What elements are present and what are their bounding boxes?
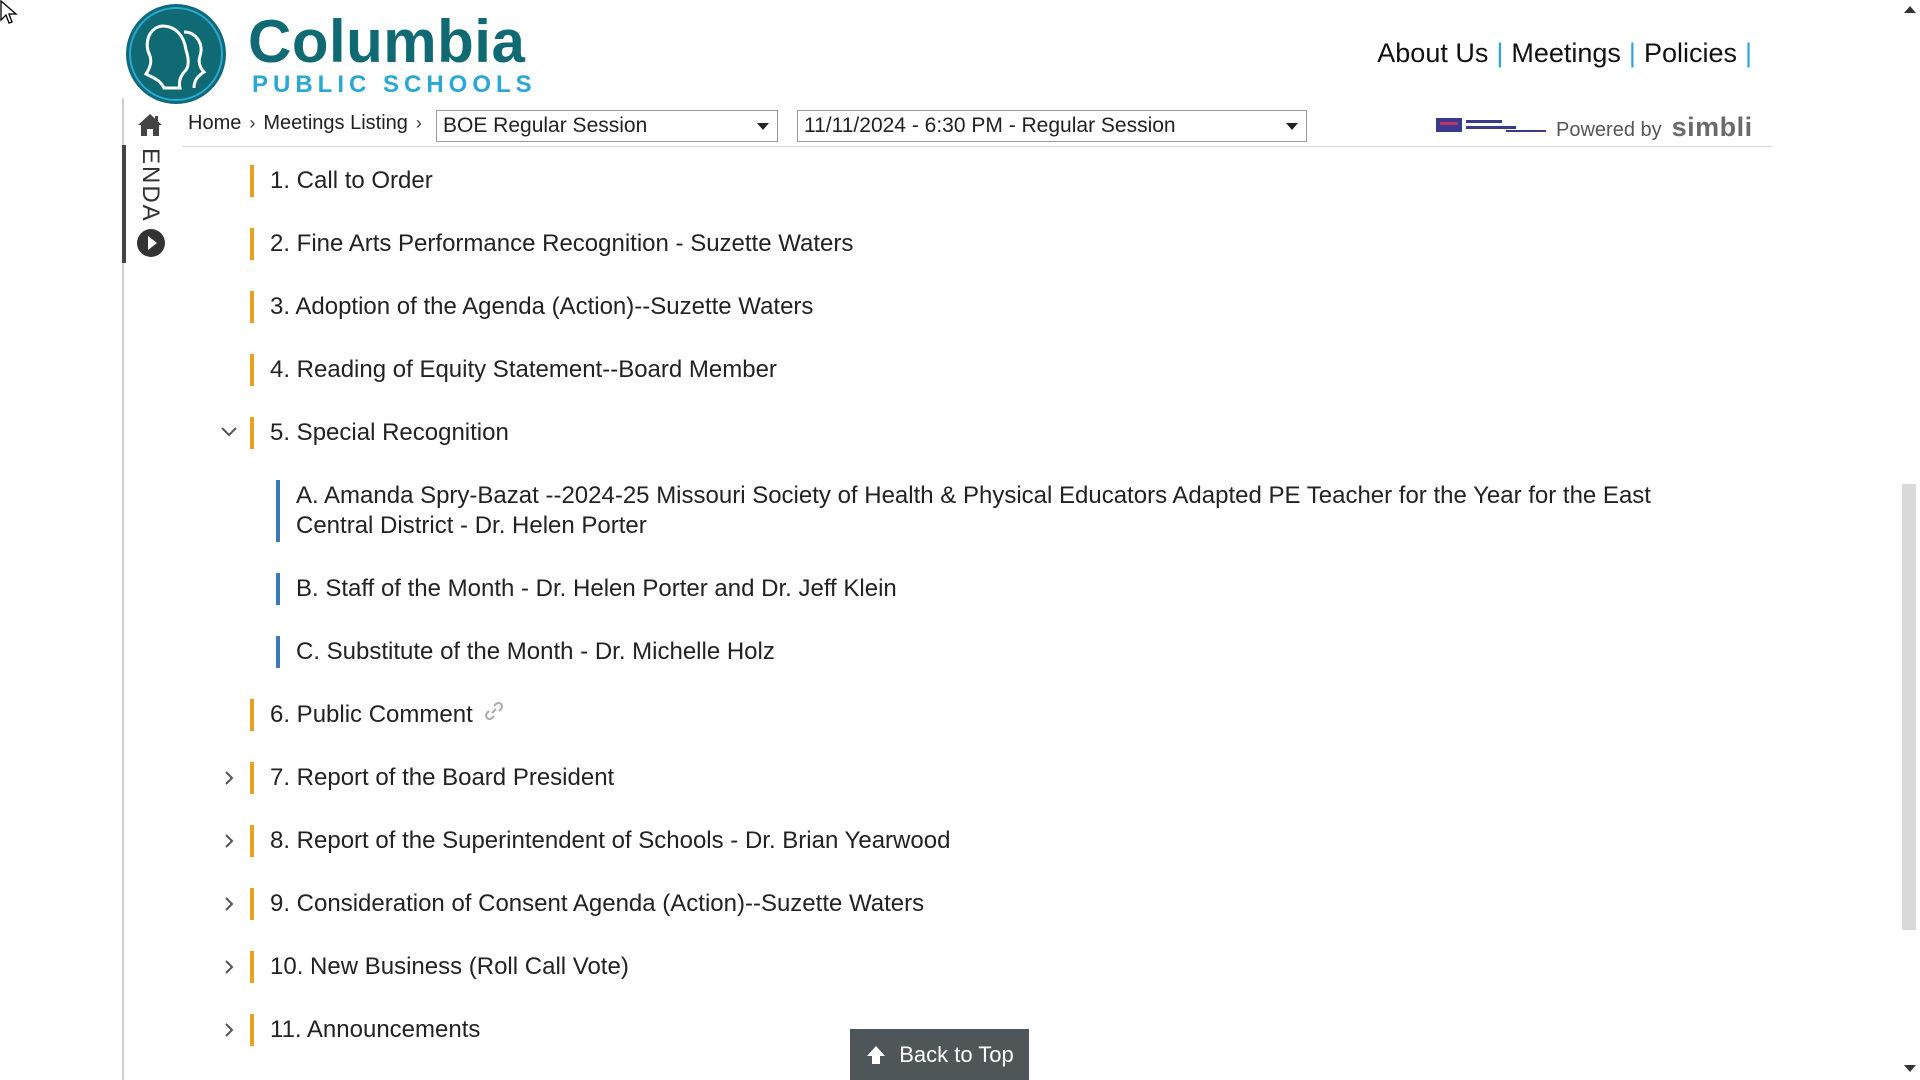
agenda-item[interactable] <box>250 355 777 386</box>
agenda-item-label: 1. Call to Order <box>270 167 433 194</box>
back-to-top-label: Back to Top <box>899 1041 1014 1067</box>
meeting-date-value: 11/11/2024 - 6:30 PM - Regular Session <box>804 114 1176 137</box>
agenda-item-label: 10. New Business (Roll Call Vote) <box>270 953 629 980</box>
agenda-item-label: 6. Public Comment <box>270 701 473 728</box>
chevron-right-icon[interactable] <box>220 895 238 913</box>
chevron-right-icon: › <box>249 113 256 133</box>
header-divider <box>182 146 1772 147</box>
powered-by-label: Powered by <box>1556 119 1662 141</box>
nav-about-us[interactable]: About Us <box>1377 38 1489 68</box>
chevron-right-icon[interactable] <box>220 1021 238 1039</box>
breadcrumb <box>188 112 430 135</box>
nav-separator: | <box>1628 38 1636 68</box>
agenda-item-marker <box>250 291 254 323</box>
msba-logo-icon <box>1436 116 1548 136</box>
agenda-item-marker <box>250 825 254 857</box>
agenda-item-marker <box>250 417 254 449</box>
top-navigation <box>1377 38 1760 69</box>
agenda-item[interactable] <box>250 952 629 983</box>
agenda-item-label: 2. Fine Arts Performance Recognition - Suzette Waters <box>270 230 854 257</box>
agenda-item[interactable] <box>250 229 853 260</box>
agenda-subitem-label: A. Amanda Spry-Bazat --2024-25 Missouri Society of Health & Physical Educators Adapted PE Teacher for the Year for the East Central District - Dr. Helen Porter <box>296 482 1651 539</box>
agenda-item-marker <box>250 354 254 386</box>
back-to-top-button[interactable] <box>850 1029 1029 1080</box>
agenda-item-marker <box>250 699 254 731</box>
agenda-subitem-label: B. Staff of the Month - Dr. Helen Porter and Dr. Jeff Klein <box>296 575 897 602</box>
agenda-item-marker <box>250 888 254 920</box>
simbli-logo: simbli <box>1671 112 1753 142</box>
scroll-up-arrow-icon[interactable] <box>1904 6 1916 13</box>
nav-separator: | <box>1496 38 1504 68</box>
nav-meetings[interactable]: Meetings <box>1511 38 1621 68</box>
chevron-right-icon[interactable] <box>220 958 238 976</box>
agenda-item[interactable] <box>250 700 505 731</box>
dropdown-caret-icon <box>1286 123 1298 130</box>
agenda-side-tab[interactable]: ENDA <box>137 148 164 223</box>
logo-subtitle: PUBLIC SCHOOLS <box>252 71 537 98</box>
powered-by-simbli[interactable] <box>1556 112 1753 143</box>
chevron-down-icon[interactable] <box>220 423 238 441</box>
chevron-right-icon: › <box>415 113 422 133</box>
agenda-tab-rail <box>122 145 126 263</box>
chevron-right-icon[interactable] <box>220 832 238 850</box>
agenda-subitem-marker <box>276 636 280 668</box>
breadcrumb-home[interactable]: Home <box>188 112 242 134</box>
agenda-item-label: 11. Announcements <box>270 1016 481 1043</box>
agenda-item-marker <box>250 1014 254 1046</box>
agenda-item[interactable] <box>250 418 509 449</box>
agenda-item-label: 7. Report of the Board President <box>270 764 615 791</box>
scroll-down-arrow-icon[interactable] <box>1904 1065 1916 1072</box>
nav-policies[interactable]: Policies <box>1643 38 1737 68</box>
link-icon[interactable] <box>483 700 505 722</box>
agenda-item-label: 5. Special Recognition <box>270 419 509 446</box>
mouse-cursor-icon <box>0 0 20 30</box>
play-icon[interactable] <box>136 228 166 258</box>
logo-emblem-icon <box>124 2 228 106</box>
agenda-item-marker <box>250 228 254 260</box>
agenda-subitem-marker <box>276 573 280 605</box>
meeting-type-value: BOE Regular Session <box>443 114 648 137</box>
nav-separator: | <box>1744 38 1752 68</box>
arrow-up-icon <box>865 1044 887 1066</box>
agenda-subitem-marker <box>276 480 280 542</box>
agenda-item[interactable] <box>250 889 924 920</box>
agenda-item[interactable] <box>250 763 614 794</box>
agenda-item-marker <box>250 951 254 983</box>
agenda-item[interactable] <box>250 826 950 857</box>
agenda-item[interactable] <box>250 1015 480 1046</box>
agenda-item[interactable] <box>250 166 433 197</box>
dropdown-caret-icon <box>757 123 769 130</box>
scrollbar-thumb[interactable] <box>1902 484 1916 930</box>
agenda-subitem[interactable] <box>276 637 775 668</box>
agenda-item-marker <box>250 762 254 794</box>
agenda-item[interactable] <box>250 292 813 323</box>
agenda-item-label: 9. Consideration of Consent Agenda (Action)--Suzette Waters <box>270 890 925 917</box>
agenda-subitem[interactable] <box>276 574 897 605</box>
agenda-item-marker <box>250 165 254 197</box>
agenda-subitem[interactable] <box>276 481 1706 542</box>
agenda-item-label: 3. Adoption of the Agenda (Action)--Suzette Waters <box>270 293 814 320</box>
chevron-right-icon[interactable] <box>220 769 238 787</box>
page-scrollbar[interactable] <box>1900 0 1920 1080</box>
meeting-type-select[interactable] <box>436 110 778 142</box>
home-icon[interactable] <box>136 112 164 138</box>
district-logo[interactable] <box>124 2 537 106</box>
meeting-date-select[interactable] <box>797 110 1307 142</box>
logo-title: Columbia <box>248 8 526 75</box>
agenda-item-label: 8. Report of the Superintendent of Schools - Dr. Brian Yearwood <box>270 827 951 854</box>
agenda-item-label: 4. Reading of Equity Statement--Board Member <box>270 356 777 383</box>
breadcrumb-meetings-listing[interactable]: Meetings Listing <box>263 112 408 134</box>
agenda-subitem-label: C. Substitute of the Month - Dr. Michelle Holz <box>296 638 775 665</box>
